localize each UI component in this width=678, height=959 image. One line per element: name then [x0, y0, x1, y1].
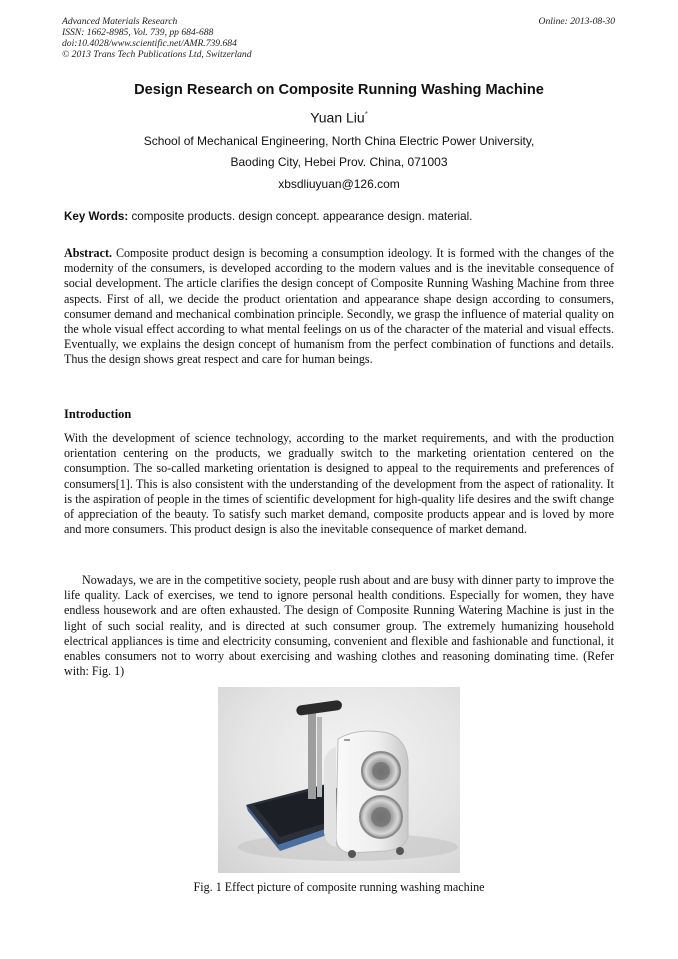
- author-email[interactable]: xbsdliuyuan@126.com: [278, 177, 400, 191]
- abstract-label: Abstract.: [64, 246, 113, 260]
- section-heading-introduction: Introduction: [64, 407, 132, 421]
- paper-title: Design Research on Composite Running Washing Machine: [134, 82, 544, 98]
- author-mark: *: [364, 110, 368, 119]
- online-date: Online: 2013-08-30: [538, 16, 615, 27]
- affiliation-line-2: Baoding City, Hebei Prov. China, 071003: [230, 155, 448, 169]
- author-line: [0, 106, 678, 127]
- washing-machine-illustration: [218, 687, 460, 873]
- journal-issn: ISSN: 1662-8985, Vol. 739, pp 684-688: [62, 27, 214, 38]
- affiliation-line-1: School of Mechanical Engineering, North China Electric Power University,: [143, 134, 535, 148]
- journal-meta: [62, 16, 252, 60]
- journal-copyright: © 2013 Trans Tech Publications Ltd, Switzerland: [62, 49, 252, 60]
- keywords-text: composite products. design concept. appearance design. material.: [131, 210, 473, 223]
- abstract: [64, 246, 614, 368]
- author-name: Yuan Liu: [310, 109, 365, 126]
- keywords: [64, 210, 616, 224]
- journal-name: Advanced Materials Research: [62, 16, 178, 27]
- figure-1-caption: Fig. 1 Effect picture of composite running washing machine: [193, 880, 485, 894]
- journal-doi[interactable]: doi:10.4028/www.scientific.net/AMR.739.684: [62, 38, 237, 49]
- keywords-label: Key Words:: [64, 210, 129, 223]
- intro-paragraph-1: With the development of science technology, according to the market requirements, and with the production orientation centering on the products, we gradually switch to the marketing orientation centered on the consumption. The so-called marketing orientation is designed to appeal to the requirements and preferences of consumers[1]. This is also consistent with the understanding of the development from the aspect of rationality. It is the aspiration of people in the times of scientific development for high-quality life desires and the swift change of appreciation of the beauty. To satisfy such market demand, composite products appear and is loved by more and more consumers. This product design is also the inevitable consequence of market demand.: [64, 431, 614, 537]
- intro-paragraph-2: Nowadays, we are in the competitive society, people rush about and are busy with dinner party to improve the life quality. Lack of exercises, we tend to ignore personal health conditions. Especially for women, they have endless housework and are often exhausted. The design of Composite Running Watering Machine is just in the light of such social reality, and is directed at such consumer group. The extremely humanizing household electrical appliances is time and electricity consuming, convenient and flexible and fashionable and functional, it enables consumers not to worry about exercising and washing clothes and reasoning dominating time. (Refer with: Fig. 1): [64, 573, 614, 679]
- abstract-text: Composite product design is becoming a consumption ideology. It is formed with the changes of the modernity of the consumers, is developed according to the modern values and is the inevitable consequence of social development. The article clarifies the design concept of Composite Running Washing Machine from three aspects. First of all, we decide the product orientation and appearance shape design according to consumers, consumer demand and mechanical combination principle. Secondly, we grasp the influence of material quality on the whole visual effect according to what mental feelings on us of the character of the material and visual effects. Eventually, we explains the design concept of humanism from the perfect combination of functions and details. Thus the design shows great respect and care for human beings.: [64, 246, 614, 367]
- figure-1-image: [218, 687, 460, 873]
